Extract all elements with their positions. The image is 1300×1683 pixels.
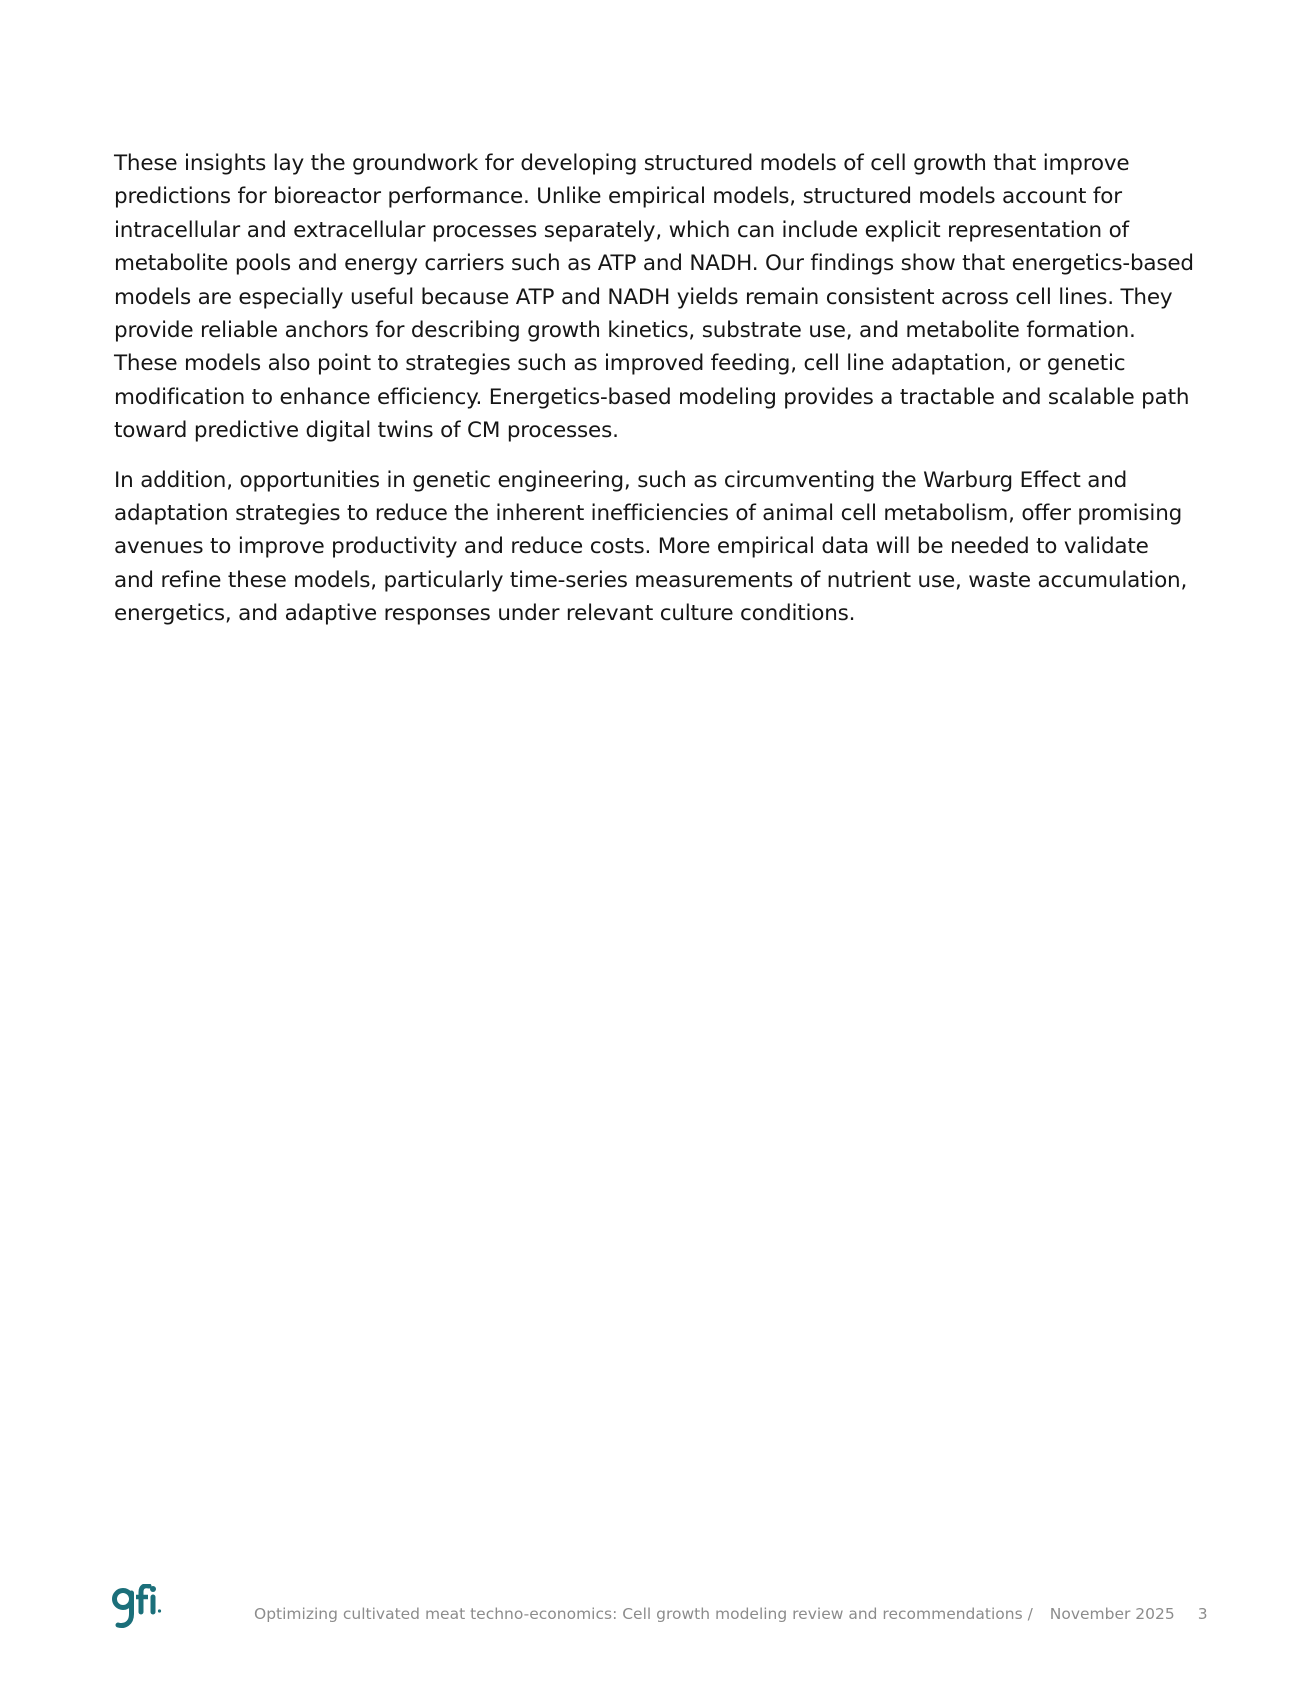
footer-document-title: Optimizing cultivated meat techno-economics: Cell growth modeling review and recommendations / — [254, 1605, 1033, 1623]
paragraph-1: These insights lay the groundwork for developing structured models of cell growth that improve predictions for bioreactor performance. Unlike empirical models, structured models account for intracellular and extracellular processes separately, which can include explicit representation of metabolite pools and energy carriers such as ATP and NADH. Our findings show that energetics-based models are especially useful because ATP and NADH yields remain consistent across cell lines. They provide reliable anchors for describing growth kinetics, substrate use, and metabolite formation. These models also point to strategies such as improved feeding, cell line adaptation, or genetic modification to enhance efficiency. Energetics-based modeling provides a tractable and scalable path toward predictive digital twins of CM processes. — [114, 151, 1194, 444]
footer-date: November 2025 — [1049, 1605, 1175, 1623]
page-number: 3 — [1197, 1605, 1208, 1623]
gfi-logo — [112, 1584, 172, 1632]
body-text — [114, 147, 1194, 647]
footer-caption — [254, 1605, 1208, 1623]
page-footer — [0, 1580, 1300, 1640]
paragraph-2: In addition, opportunities in genetic engineering, such as circumventing the Warburg Effect and adaptation strategies to reduce the inherent inefficiencies of animal cell metabolism, offer promising avenues to improve productivity and reduce costs. More empirical data will be needed to validate and refine these models, particularly time-series measurements of nutrient use, waste accumulation, energetics, and adaptive responses under relevant culture conditions. — [114, 467, 1188, 627]
